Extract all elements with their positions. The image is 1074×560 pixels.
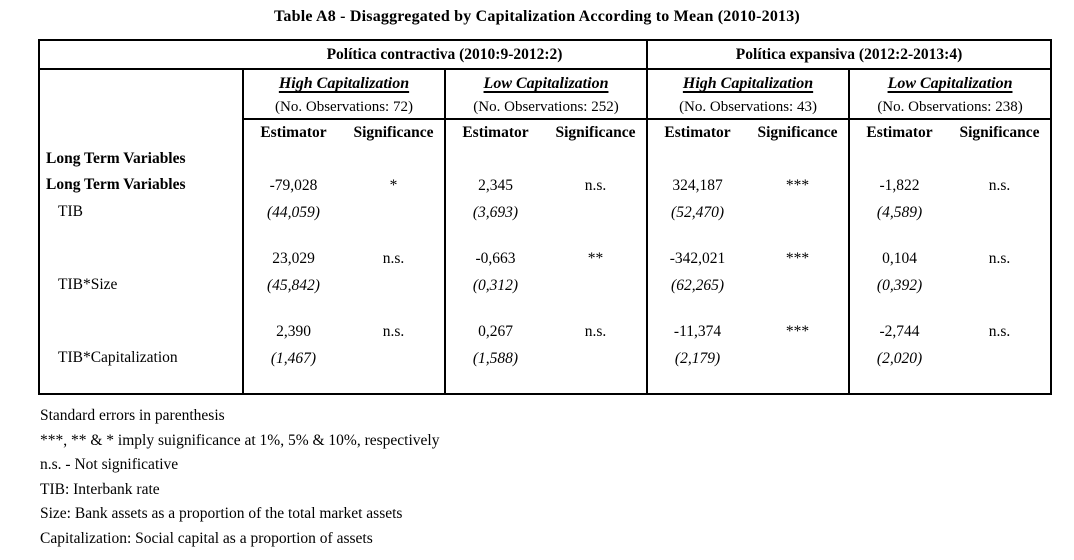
significance-value: *: [389, 177, 398, 194]
group-name: High Capitalization: [682, 75, 814, 92]
std-error-value: (1,467): [270, 350, 317, 367]
results-table: [38, 39, 1052, 395]
estimator-value: 0,104: [882, 250, 917, 267]
estimator-cell: [243, 244, 343, 317]
policy-header-row: [39, 40, 1051, 69]
footnote-ns: n.s. - Not significative: [40, 456, 179, 473]
significance-value: n.s.: [584, 177, 607, 194]
std-error-value: (1,588): [472, 350, 519, 367]
std-error-value: (2,179): [674, 350, 721, 367]
significance-value: n.s.: [988, 323, 1011, 340]
table-row-tib-capitalization: [39, 317, 1051, 394]
significance-value: ***: [785, 177, 810, 194]
estimator-cell: [445, 244, 545, 317]
significance-value: ***: [785, 250, 810, 267]
estimator-cell: [445, 171, 545, 244]
policy-contractiva-label: Política contractiva (2010:9-2012:2): [326, 46, 563, 63]
group-header-expansiva-low: [849, 69, 1051, 119]
std-error-value: (4,589): [876, 204, 923, 221]
significance-value: n.s.: [382, 250, 405, 267]
page-title: Table A8 - Disaggregated by Capitalization According to Mean (2010-2013): [274, 8, 800, 25]
significance-value: **: [587, 250, 604, 267]
std-error-value: (2,020): [876, 350, 923, 367]
group-name: Low Capitalization: [887, 75, 1013, 92]
group-observations: (No. Observations: 43): [679, 99, 817, 115]
policy-expansiva-label: Política expansiva (2012:2-2013:4): [735, 46, 963, 63]
group-observations: (No. Observations: 72): [275, 99, 413, 115]
footnote-capitalization: Capitalization: Social capital as a proportion of assets: [40, 529, 373, 547]
std-error-value: (0,392): [876, 277, 923, 294]
significance-cell: [545, 317, 647, 394]
footnotes: [40, 404, 1074, 551]
significance-cell: [747, 171, 849, 244]
significance-value: ***: [785, 323, 810, 340]
estimator-value: 2,345: [478, 177, 513, 194]
std-error-value: (45,842): [267, 277, 320, 294]
estimator-value: -79,028: [269, 177, 318, 194]
significance-column-header: Significance: [757, 124, 838, 141]
group-observations: (No. Observations: 252): [473, 99, 619, 115]
estimator-value: -2,744: [879, 323, 920, 340]
std-error-value: (44,059): [267, 204, 320, 221]
significance-cell: [545, 244, 647, 317]
table-row-tib-size: [39, 244, 1051, 317]
significance-cell: [343, 317, 445, 394]
row-label: TIB*Size: [39, 244, 243, 317]
estimator-value: 2,390: [276, 323, 311, 340]
page: [0, 8, 1074, 560]
policy-header-contractiva: [243, 40, 647, 69]
estimator-cell: [647, 317, 747, 394]
group-header-expansiva-high: [647, 69, 849, 119]
estimator-value: -1,822: [879, 177, 920, 194]
table-row-tib: [39, 171, 1051, 244]
std-error-value: (52,470): [671, 204, 724, 221]
significance-cell: [747, 244, 849, 317]
estimator-cell: [243, 171, 343, 244]
estimator-value: -11,374: [673, 323, 722, 340]
group-observations: (No. Observations: 238): [877, 99, 1023, 115]
row-label: Long Term Variables TIB: [39, 171, 243, 244]
cap-row-blank-cell: [39, 69, 243, 119]
estimator-value: 0,267: [478, 323, 513, 340]
estimator-cell: [445, 317, 545, 394]
group-name: Low Capitalization: [483, 75, 609, 92]
significance-value: n.s.: [382, 323, 405, 340]
section-header-cell: [39, 146, 243, 171]
footnote-significance-levels: ***, ** & * imply suignificance at 1%, 5% & 10%, respectively: [40, 431, 440, 449]
significance-cell: [343, 244, 445, 317]
capitalization-header-row: [39, 69, 1051, 119]
estimator-column-header: Estimator: [445, 119, 545, 146]
group-header-contractiva-low: [445, 69, 647, 119]
std-error-value: (3,693): [472, 204, 519, 221]
significance-column-header: Significance: [959, 124, 1040, 141]
significance-cell: [949, 171, 1051, 244]
policy-row-blank-cell: [39, 40, 243, 69]
estimator-cell: [243, 317, 343, 394]
significance-cell: [343, 171, 445, 244]
section-header-label: Long Term Variables: [46, 150, 186, 167]
estimator-column-header: Estimator: [243, 119, 343, 146]
column-header-row: [39, 119, 1051, 146]
footnote-standard-errors: Standard errors in parenthesis: [40, 407, 225, 424]
std-error-value: (62,265): [671, 277, 724, 294]
significance-column-header: Significance: [555, 124, 636, 141]
significance-value: n.s.: [988, 250, 1011, 267]
colhead-blank-cell: [39, 119, 243, 146]
footnote-size: Size: Bank assets as a proportion of the total market assets: [40, 505, 403, 522]
significance-cell: [949, 317, 1051, 394]
estimator-value: -0,663: [475, 250, 516, 267]
estimator-cell: [647, 244, 747, 317]
row-label: TIB*Capitalization: [39, 317, 243, 394]
significance-value: n.s.: [988, 177, 1011, 194]
estimator-column-header: Estimator: [647, 119, 747, 146]
significance-cell: [747, 317, 849, 394]
group-header-contractiva-high: [243, 69, 445, 119]
std-error-value: (0,312): [472, 277, 519, 294]
estimator-cell: [849, 317, 949, 394]
estimator-cell: [647, 171, 747, 244]
estimator-value: 23,029: [272, 250, 315, 267]
significance-cell: [949, 244, 1051, 317]
estimator-cell: [849, 244, 949, 317]
policy-header-expansiva: [647, 40, 1051, 69]
estimator-cell: [849, 171, 949, 244]
significance-column-header: Significance: [353, 124, 434, 141]
group-name: High Capitalization: [278, 75, 410, 92]
significance-value: n.s.: [584, 323, 607, 340]
section-header-row: [39, 146, 1051, 171]
footnote-tib: TIB: Interbank rate: [40, 480, 160, 498]
estimator-value: -342,021: [669, 250, 726, 267]
significance-cell: [545, 171, 647, 244]
estimator-value: 324,187: [672, 177, 723, 194]
estimator-column-header: Estimator: [849, 119, 949, 146]
